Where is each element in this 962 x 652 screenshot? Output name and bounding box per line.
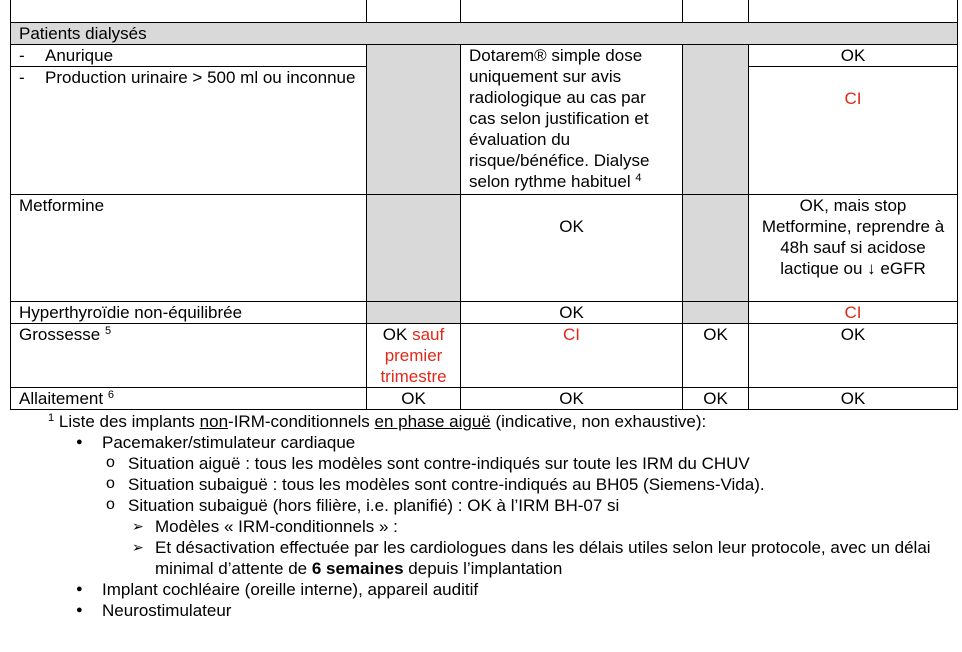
row-label-text: Allaitement xyxy=(19,389,104,408)
allaitement-col4: OK xyxy=(683,388,749,410)
footnote-number: 1 xyxy=(48,412,55,424)
metformine-col3: OK xyxy=(461,195,683,302)
allaitement-col2: OK xyxy=(367,388,461,410)
allaitement-col3: OK xyxy=(461,388,683,410)
dialysis-note-text: Dotarem® simple dose uniquement sur avis radiologique au cas par cas selon justification et évaluation du risque/bénéfice. Dialyse selon rythme habituel xyxy=(469,46,650,191)
footnotes xyxy=(12,411,957,621)
table-row-anurique xyxy=(11,45,958,67)
row-label-metformine: Metformine xyxy=(11,195,367,302)
section-header-row xyxy=(11,23,958,45)
gray-cell xyxy=(683,45,749,195)
gray-cell xyxy=(367,195,461,302)
list-item: ➢ Modèles « IRM-conditionnels » : xyxy=(128,516,957,537)
grossesse-col4: OK xyxy=(683,324,749,388)
gray-cell xyxy=(367,302,461,324)
anurique-col5: OK xyxy=(749,45,958,67)
list-item-bold: 6 semaines xyxy=(311,559,404,578)
footnote-text-underlined: non xyxy=(199,412,229,431)
list-item-text: Et désactivation effectuée par les cardiologues dans les délais utiles selon leur protocole, avec un délai minimal d’attente de xyxy=(155,538,931,578)
footnote-text-underlined: en phase aiguë xyxy=(374,412,491,431)
list-item: o Situation aiguë : tous les modèles sont contre-indiqués sur toute les IRM du CHUV xyxy=(102,453,957,474)
row-label-allaitement xyxy=(11,388,367,410)
list-item-cochlear: ● Implant cochléaire (oreille interne), appareil auditif xyxy=(12,579,957,600)
list-item-pacemaker xyxy=(12,432,957,579)
implant-list xyxy=(12,432,957,621)
footnote-1 xyxy=(12,411,957,432)
row-label-text: Production urinaire > 500 ml ou inconnue xyxy=(45,68,356,87)
row-label-production xyxy=(11,67,367,195)
condition-list xyxy=(128,516,957,579)
table-row-hyperthyroidie xyxy=(11,302,958,324)
list-item-label: Situation subaiguë (hors filière, i.e. planifié) : OK à l’IRM BH-07 si xyxy=(128,496,620,515)
gray-cell xyxy=(683,302,749,324)
section-title-patients-dialyses: Patients dialysés xyxy=(11,23,958,45)
table-row-allaitement xyxy=(11,388,958,410)
dialysis-note-cell xyxy=(461,45,683,195)
footnote-ref: 5 xyxy=(104,325,112,337)
situation-list xyxy=(102,453,957,579)
table-row-metformine xyxy=(11,195,958,302)
hyperthyroidie-col5: CI xyxy=(749,302,958,324)
footnote-text: -IRM-conditionnels xyxy=(228,412,375,431)
grossesse-ok: OK xyxy=(382,325,408,344)
grossesse-col2 xyxy=(367,324,461,388)
grossesse-col3: CI xyxy=(461,324,683,388)
row-label-text: Grossesse xyxy=(19,325,101,344)
table-row-grossesse xyxy=(11,324,958,388)
contrast-indication-table xyxy=(10,0,958,410)
gray-cell xyxy=(683,195,749,302)
list-item xyxy=(128,537,957,579)
hyperthyroidie-col3: OK xyxy=(461,302,683,324)
production-col5: CI xyxy=(749,67,958,195)
footnote-text: Liste des implants xyxy=(58,412,200,431)
footnote-ref: 6 xyxy=(107,389,114,401)
footnote-text: (indicative, non exhaustive): xyxy=(490,412,707,431)
list-dash: - xyxy=(19,68,25,87)
list-item xyxy=(102,495,957,579)
metformine-col5: OK, mais stop Metformine, reprendre à 48h sauf si acidose lactique ou ↓ eGFR xyxy=(749,195,958,302)
footnote-ref: 4 xyxy=(635,172,642,184)
row-label-hyperthyroidie: Hyperthyroïdie non-équilibrée xyxy=(11,302,367,324)
allaitement-col5: OK xyxy=(749,388,958,410)
list-item-text: depuis l’implantation xyxy=(403,559,563,578)
grossesse-col5: OK xyxy=(749,324,958,388)
list-item-neurostimulateur: ● Neurostimulateur xyxy=(12,600,957,621)
gray-cell xyxy=(367,45,461,195)
row-label-anurique xyxy=(11,45,367,67)
table-row xyxy=(11,0,958,23)
list-item-label: Pacemaker/stimulateur cardiaque xyxy=(102,433,356,452)
list-dash: - xyxy=(19,46,25,65)
row-label-grossesse xyxy=(11,324,367,388)
grossesse-exception: sauf premier trimestre xyxy=(380,325,447,386)
row-label-text: Anurique xyxy=(45,46,114,65)
list-item: o Situation subaiguë : tous les modèles sont contre-indiqués au BH05 (Siemens-Vida). xyxy=(102,474,957,495)
